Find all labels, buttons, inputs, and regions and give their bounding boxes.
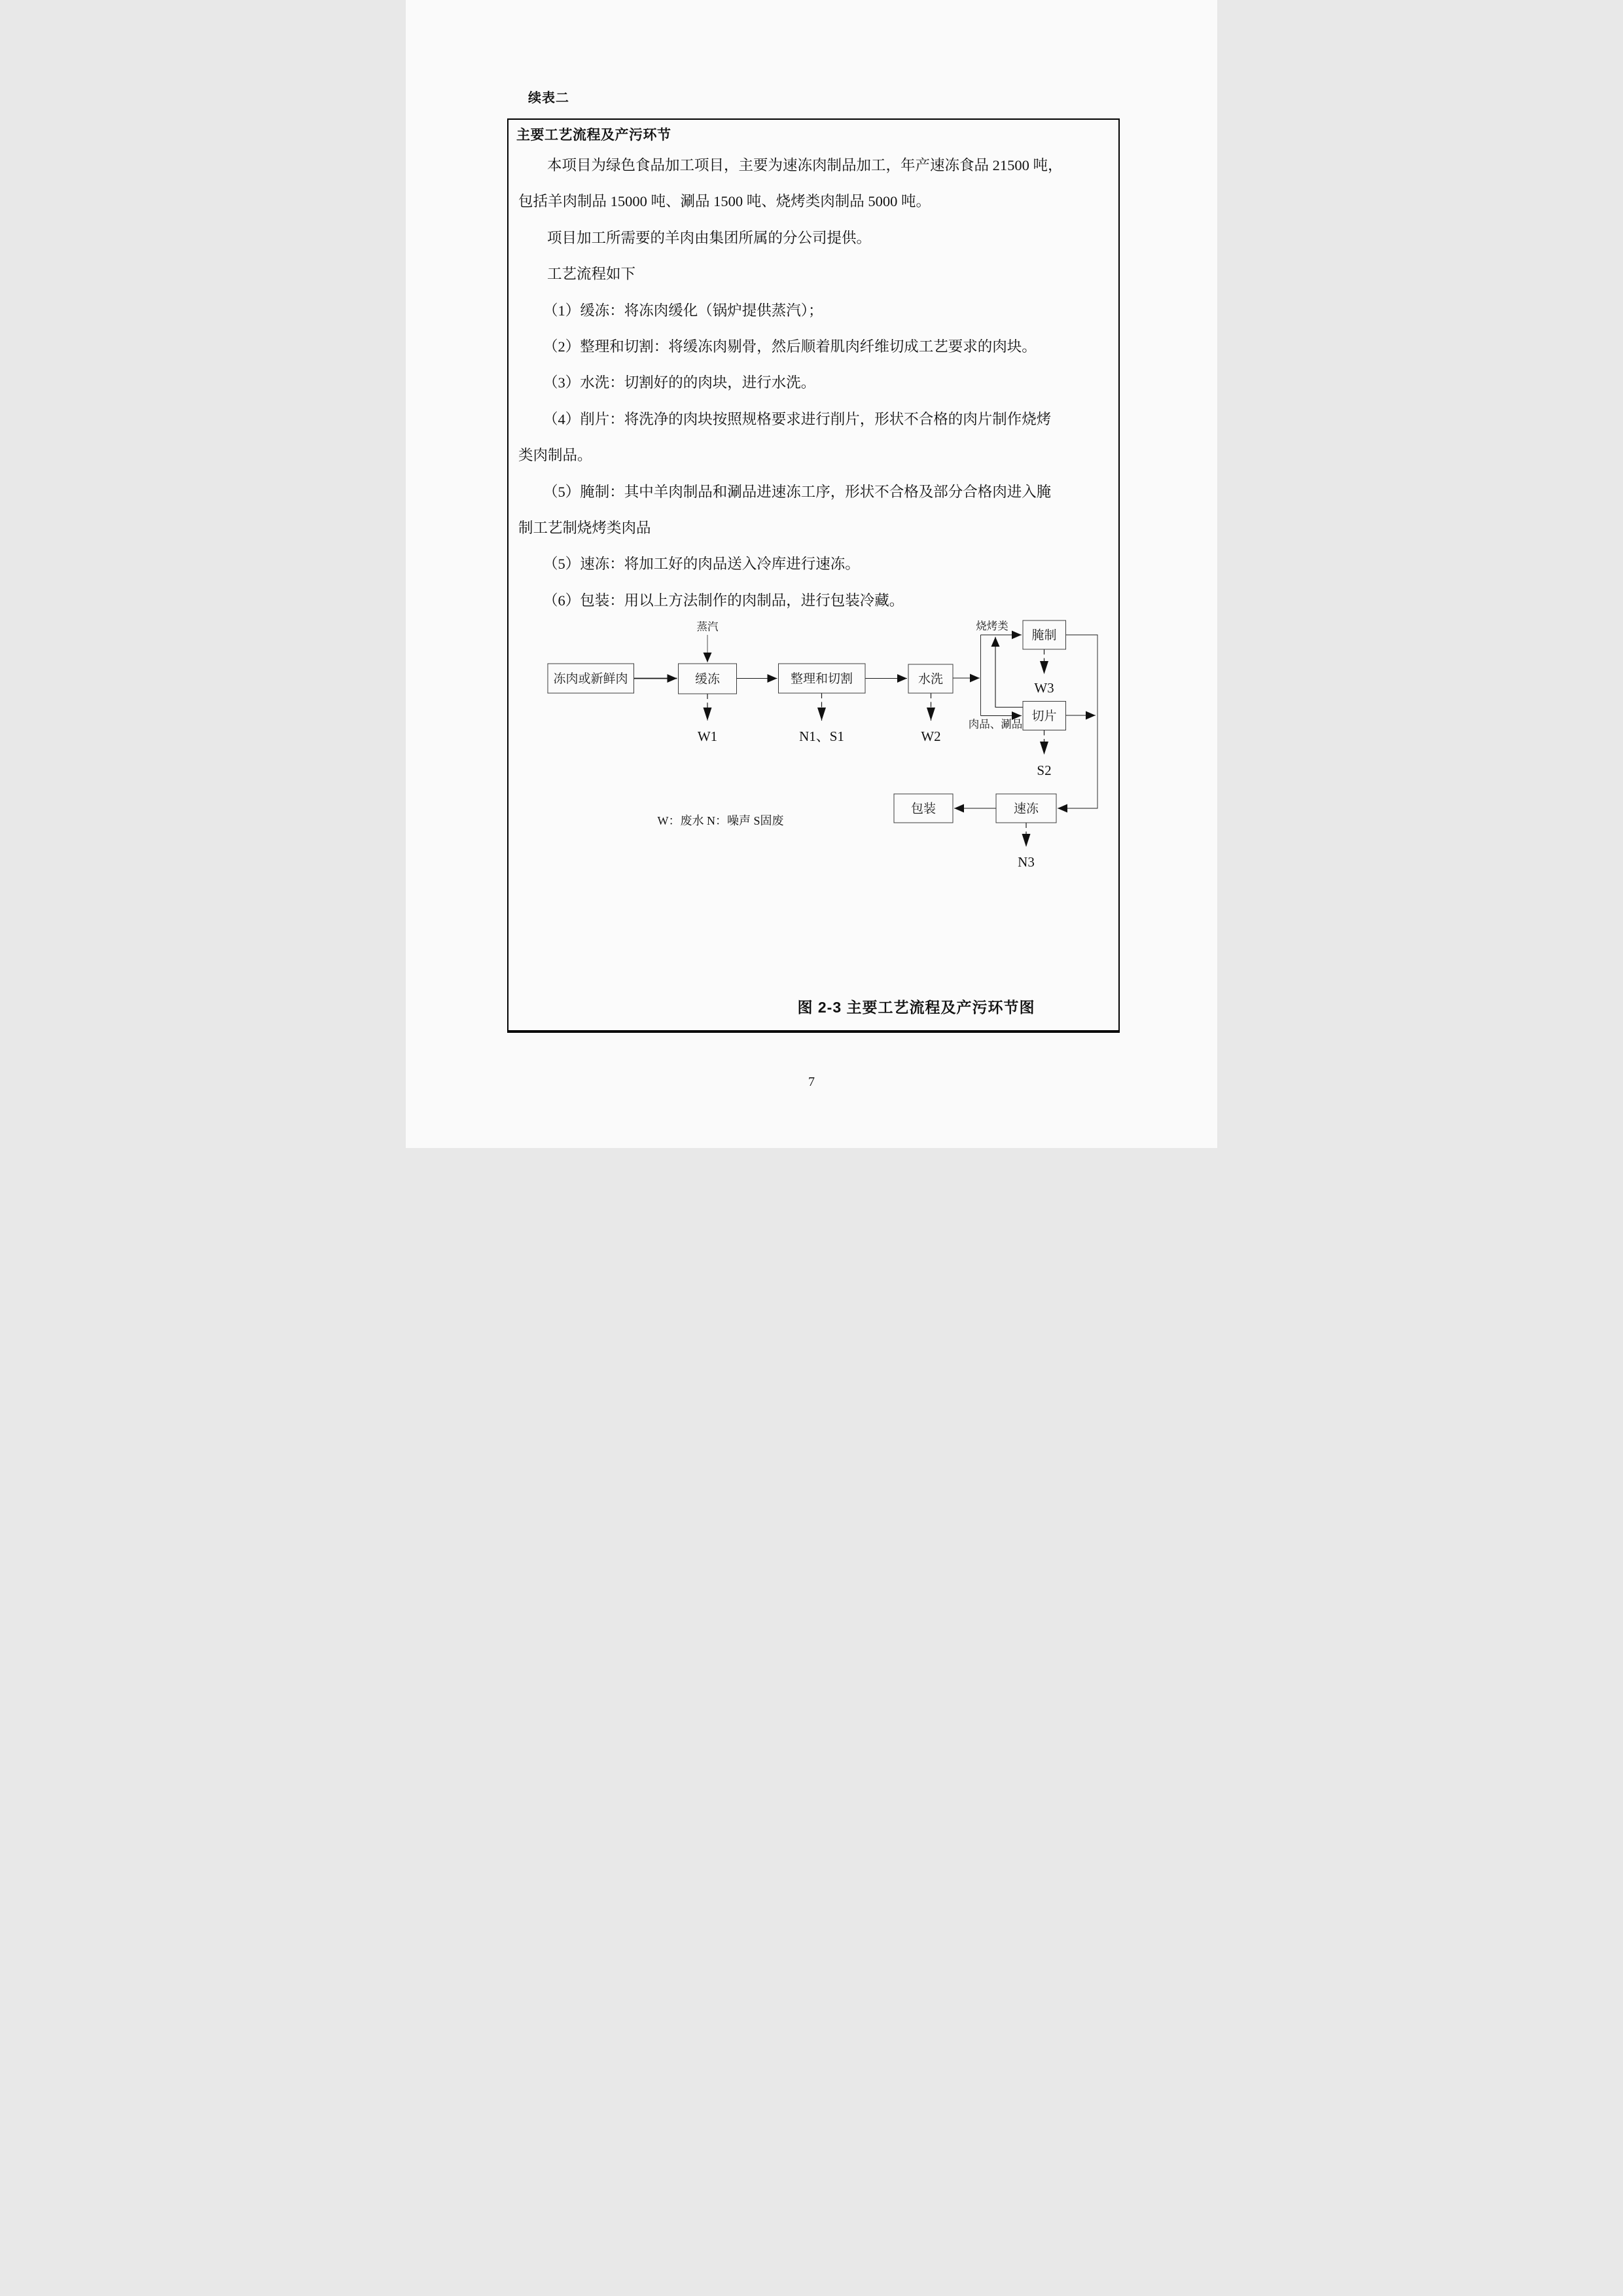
body-line: 制工艺制烧烤类肉品	[518, 519, 651, 536]
body-line: （5）速冻：将加工好的肉品送入冷库进行速冻。	[543, 556, 860, 573]
body-line: （6）包装：用以上方法制作的肉制品，进行包装冷藏。	[543, 592, 904, 609]
body-line: 类肉制品。	[518, 447, 592, 464]
node-marinate-label: 腌制	[1031, 628, 1057, 643]
emission-label-s2: S2	[1037, 762, 1052, 778]
node-pack	[894, 794, 953, 823]
node-quick-freeze	[996, 794, 1056, 823]
emission-label-w2: W2	[921, 728, 941, 744]
body-line: 本项目为绿色食品加工项目，主要为速冻肉制品加工，年产速冻食品 21500 吨，	[547, 157, 1063, 173]
emission-label-w1: W1	[697, 728, 718, 744]
figure-legend: W：废水 N：噪声 S固废	[657, 814, 784, 827]
page-number: 7	[808, 1075, 815, 1089]
node-raw-meat	[548, 664, 634, 693]
body-line: （5）腌制：其中羊肉制品和涮品进速冻工序，形状不合格及部分合格肉进入腌	[543, 483, 1052, 500]
emission-label-n1s1: N1、S1	[799, 728, 844, 744]
figure-caption: 图 2-3 主要工艺流程及产污环节图	[797, 999, 1035, 1016]
body-line: （3）水洗：切割好的的肉块，进行水洗。	[543, 374, 816, 391]
body-line: 项目加工所需要的羊肉由集团所属的分公司提供。	[547, 229, 872, 246]
continued-table-label: 续表二	[528, 91, 569, 105]
node-trim-cut	[779, 664, 866, 693]
steam-input-label: 蒸汽	[696, 620, 719, 633]
node-slice	[1023, 702, 1066, 730]
section-header: 主要工艺流程及产污环节	[516, 128, 671, 143]
body-line: （4）削片：将洗净的肉块按照规格要求进行削片，形状不合格的肉片制作烧烤	[543, 410, 1052, 427]
branch-label-meat: 肉品、涮品	[968, 718, 1023, 730]
branch-label-bbq: 烧烤类	[976, 620, 1008, 632]
body-text	[518, 147, 1113, 619]
process-flowchart	[518, 610, 1122, 872]
node-wash	[908, 664, 953, 693]
node-thaw-label: 缓冻	[694, 672, 721, 687]
arrow-slice-to-marinate	[995, 637, 1023, 708]
node-wash-label: 水洗	[918, 672, 944, 687]
body-line: 包括羊肉制品 15000 吨、涮品 1500 吨、烧烤类肉制品 5000 吨。	[518, 193, 931, 210]
body-line: 工艺流程如下	[547, 266, 636, 283]
node-quick-freeze-label: 速冻	[1013, 802, 1039, 816]
node-trim-cut-label: 整理和切割	[790, 672, 853, 686]
node-pack-label: 包装	[910, 802, 936, 816]
body-line: （2）整理和切割：将缓冻肉剔骨，然后顺着肌肉纤维切成工艺要求的肉块。	[543, 338, 1037, 355]
node-thaw	[679, 664, 737, 694]
document-table	[507, 118, 1120, 1033]
emission-label-n3: N3	[1018, 854, 1035, 870]
body-line: （1）缓冻：将冻肉缓化（锅炉提供蒸汽）；	[543, 302, 823, 319]
node-slice-label: 切片	[1031, 709, 1057, 723]
emission-label-w3: W3	[1034, 680, 1054, 696]
document-page	[406, 0, 1217, 1148]
node-raw-meat-label: 冻肉或新鲜肉	[553, 672, 628, 686]
node-marinate	[1023, 620, 1066, 649]
